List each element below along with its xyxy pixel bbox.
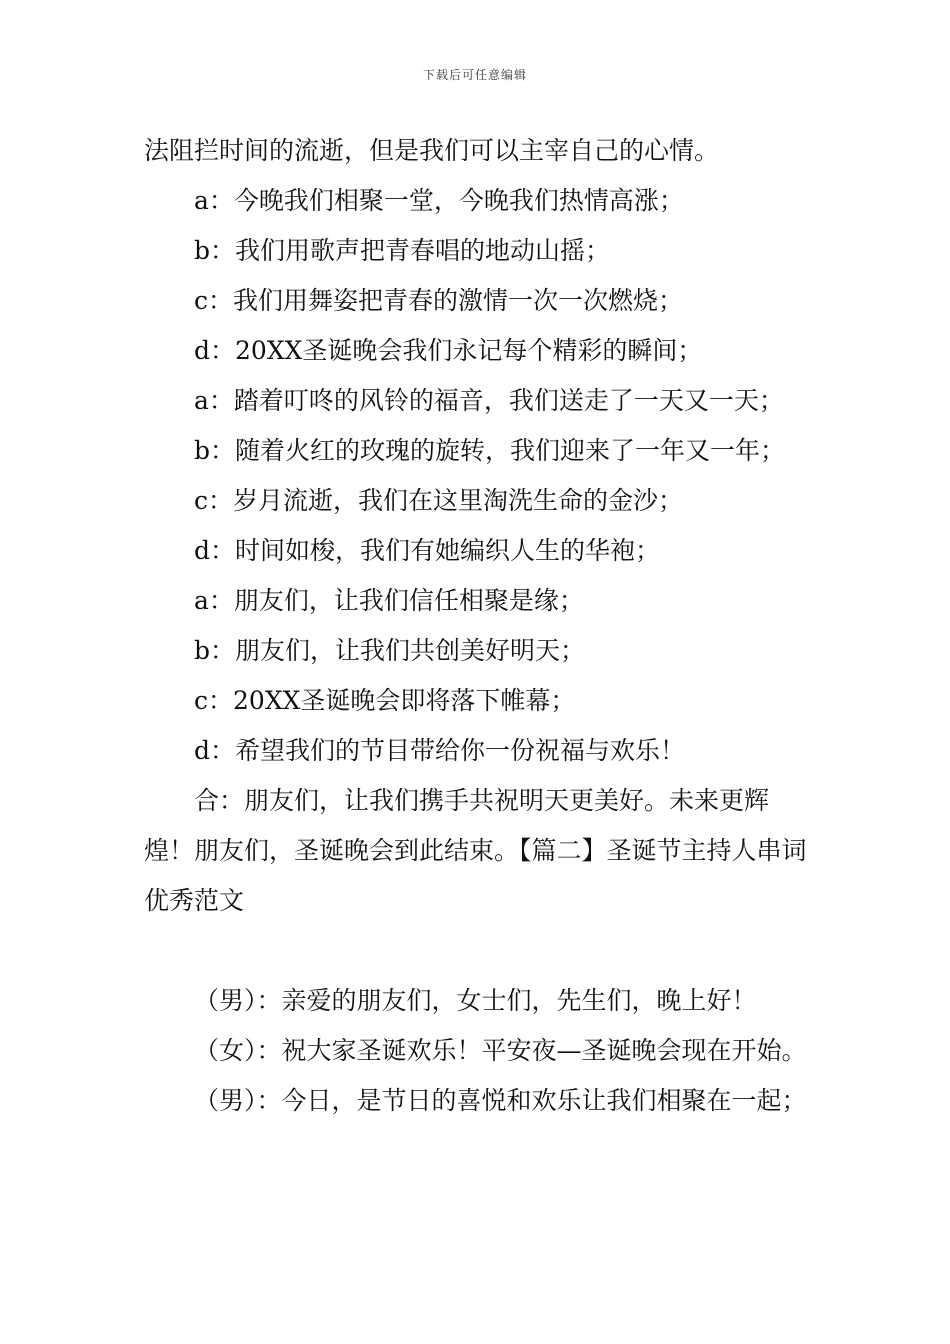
script-line-b: b：随着火红的玫瑰的旋转，我们迎来了一年又一年； xyxy=(194,436,786,465)
section-spacer xyxy=(144,926,812,976)
dialogue-female-opening: （女）：祝大家圣诞欢乐！平安夜—圣诞晚会现在开始。 xyxy=(194,1036,807,1065)
document-body xyxy=(144,126,812,1126)
script-line-d: d：时间如梭，我们有她编织人生的华袍； xyxy=(194,536,661,565)
script-line-b: b：我们用歌声把青春唱的地动山摇； xyxy=(194,236,611,265)
dialogue-male-greeting: （男）：亲爱的朋友们，女士们，先生们，晚上好！ xyxy=(194,986,757,1015)
dialogue-male-gathering: （男）：今日，是节日的喜悦和欢乐让我们相聚在一起； xyxy=(194,1086,807,1115)
script-line-d: d：希望我们的节目带给你一份祝福与欢乐！ xyxy=(194,736,686,765)
script-line-c: c：20XX圣诞晚会即将落下帷幕； xyxy=(194,686,576,715)
script-line-a: a：踏着叮咚的风铃的福音，我们送走了一天又一天； xyxy=(194,386,784,415)
closing-paragraph: 合：朋友们，让我们携手共祝明天更美好。未来更辉煌！朋友们，圣诞晚会到此结束。【篇二】圣诞节主持人串词优秀范文 xyxy=(144,786,807,915)
script-line-c: c：我们用舞姿把青春的激情一次一次燃烧； xyxy=(194,286,684,315)
page-header-note: 下载后可任意编辑 xyxy=(422,68,527,82)
script-line-b: b：朋友们，让我们共创美好明天； xyxy=(194,636,586,665)
script-line-a: a：朋友们，让我们信任相聚是缘； xyxy=(194,586,584,615)
script-line-d: d：20XX圣诞晚会我们永记每个精彩的瞬间； xyxy=(194,336,703,365)
script-line-a: a：今晚我们相聚一堂，今晚我们热情高涨； xyxy=(194,186,684,215)
text-line: 法阻拦时间的流逝，但是我们可以主宰自己的心情。 xyxy=(144,136,720,165)
script-line-c: c：岁月流逝，我们在这里淘洗生命的金沙； xyxy=(194,486,684,515)
